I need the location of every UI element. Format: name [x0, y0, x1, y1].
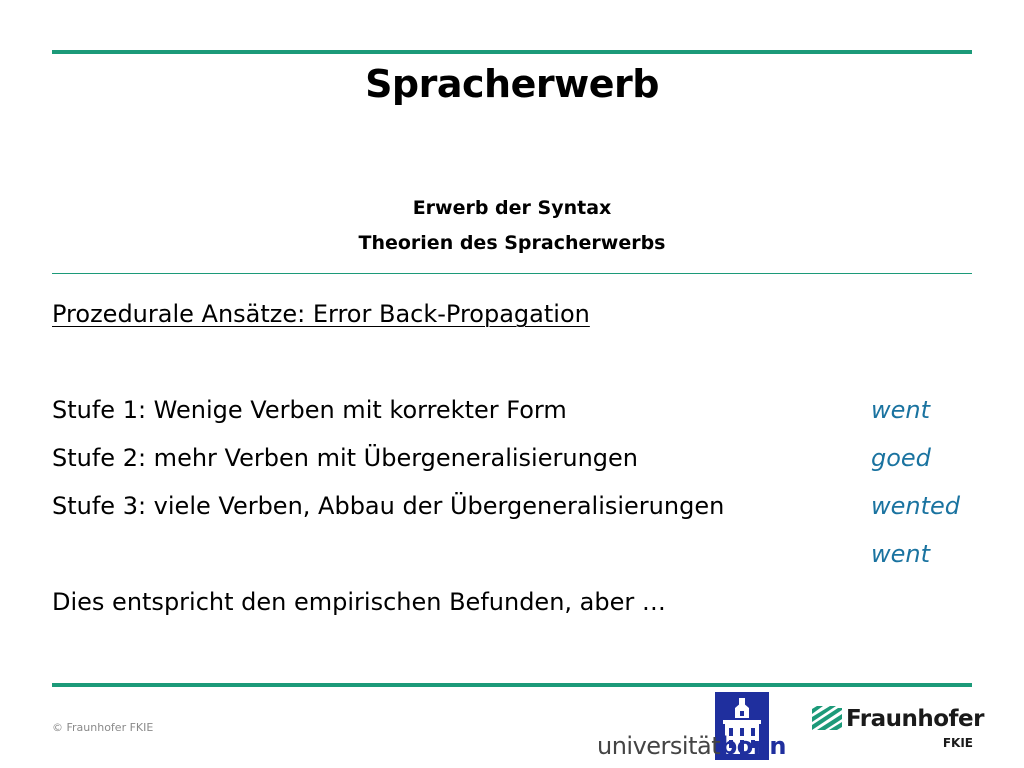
- university-bonn-logo: [597, 690, 787, 762]
- header-divider: [52, 273, 972, 274]
- stage-2-example: goed: [871, 444, 931, 472]
- stage-2-text: Stufe 2: mehr Verben mit Übergeneralisierungen: [52, 444, 638, 472]
- subtitle-theories: Theorien des Spracherwerbs: [358, 232, 666, 254]
- stage-3-example: wented: [871, 492, 961, 520]
- slide-title: Spracherwerb: [365, 62, 659, 106]
- university-wordmark-prefix: universität: [597, 732, 721, 760]
- fraunhofer-logo: [812, 702, 984, 758]
- stage-3-text: Stufe 3: viele Verben, Abbau der Übergeneralisierungen: [52, 492, 725, 520]
- university-wordmark: [597, 733, 786, 759]
- subtitle-syntax: Erwerb der Syntax: [412, 197, 612, 219]
- stage-1-example: went: [871, 396, 931, 424]
- footer-rule: [52, 683, 972, 687]
- top-rule: [52, 50, 972, 54]
- conclusion-text: Dies entspricht den empirischen Befunden, aber …: [52, 588, 666, 616]
- university-wordmark-emphasis: bonn: [720, 732, 786, 760]
- fraunhofer-unit: FKIE: [942, 736, 973, 750]
- stage-3-example-final: went: [871, 540, 931, 568]
- section-heading: Prozedurale Ansätze: Error Back-Propagation: [52, 300, 590, 328]
- copyright: © Fraunhofer FKIE: [52, 721, 154, 734]
- fraunhofer-mark-icon: [812, 706, 842, 730]
- fraunhofer-wordmark: Fraunhofer: [846, 706, 984, 732]
- stage-1-text: Stufe 1: Wenige Verben mit korrekter Form: [52, 396, 567, 424]
